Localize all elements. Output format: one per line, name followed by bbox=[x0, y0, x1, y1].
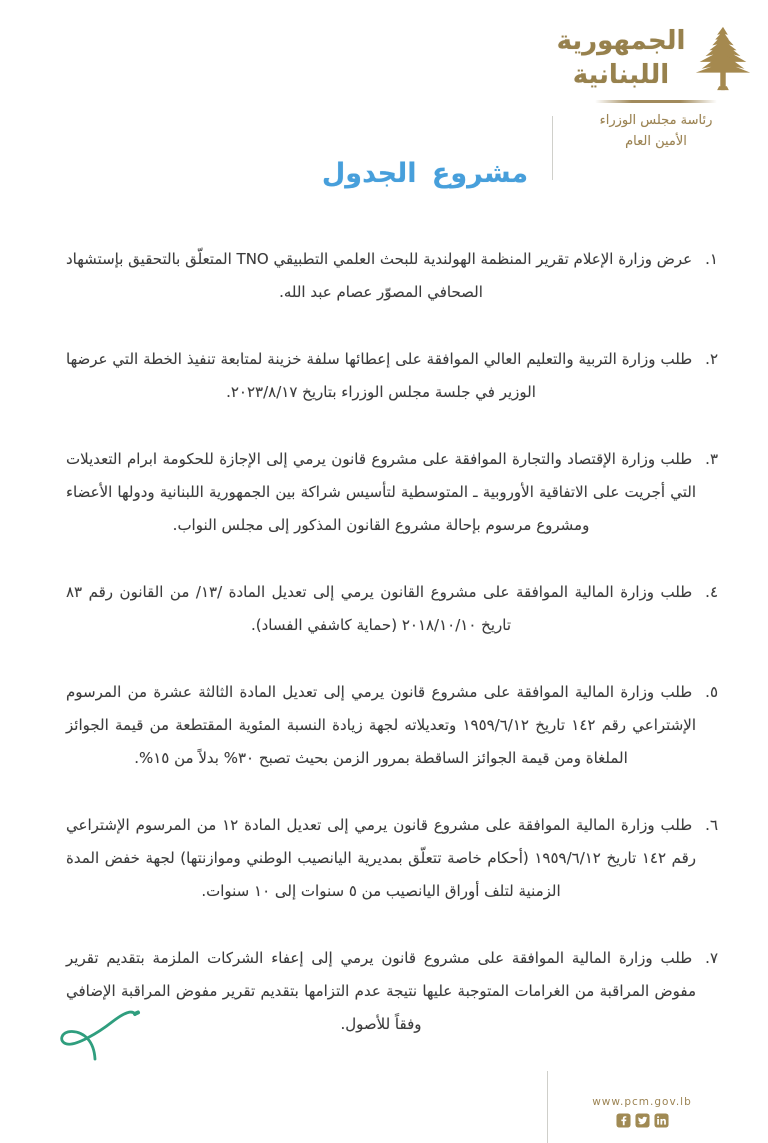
agenda-item-7 bbox=[66, 942, 718, 1041]
republic-line1: الجمهورية bbox=[556, 26, 686, 57]
item-text: طلب وزارة الإقتصاد والتجارة الموافقة على مشروع قانون يرمي إلى الإجازة للحكومة ابرام التعديلات التي أجريت على الاتفاقية الأوروبية ـ المتوسطية لتأسيس شراكة بين الجمهورية اللبنانية ودولها الأعضاء ومشروع مرسوم بإحالة مشروع القانون المذكور إلى مجلس النواب. bbox=[66, 450, 696, 534]
secretary-general-label: الأمين العام bbox=[625, 133, 687, 149]
agenda-item-6 bbox=[66, 809, 718, 908]
agenda-item-4 bbox=[66, 576, 718, 642]
item-text: عرض وزارة الإعلام تقرير المنظمة الهولندية للبحث العلمي التطبيقي TNO المتعلّق بالتحقيق بإستشهاد الصحافي المصوّر عصام عبد الله. bbox=[66, 250, 693, 301]
footer bbox=[560, 1096, 724, 1128]
item-number: ٣. bbox=[705, 450, 718, 468]
government-emblem bbox=[548, 24, 764, 153]
agenda-list bbox=[66, 243, 718, 1075]
council-presidency-label: رئاسة مجلس الوزراء bbox=[599, 113, 713, 128]
republic-calligraphy bbox=[557, 25, 686, 93]
item-text: طلب وزارة التربية والتعليم العالي الموافقة على إعطائها سلفة خزينة لمتابعة تنفيذ الخطة التي عرضها الوزير في جلسة مجلس الوزراء بتاريخ ٢٠٢٣/٨/١٧. bbox=[66, 350, 693, 401]
linkedin-icon bbox=[654, 1113, 669, 1128]
item-number: ٦. bbox=[705, 816, 719, 834]
footer-vertical-divider bbox=[547, 1071, 548, 1143]
cedar-tree-icon bbox=[691, 24, 755, 94]
social-icons bbox=[560, 1113, 724, 1128]
agenda-item-5 bbox=[66, 676, 718, 775]
page-title: مشروع الجدول bbox=[321, 158, 529, 189]
agenda-item-2 bbox=[66, 343, 718, 409]
item-text: طلب وزارة المالية الموافقة على مشروع القانون يرمي إلى تعديل المادة /١٣/ من القانون رقم ٨٣ تاريخ ٢٠١٨/١٠/١٠ (حماية كاشفي الفساد). bbox=[66, 583, 693, 634]
republic-line2: اللبنانية bbox=[572, 60, 670, 90]
emblem-divider-line bbox=[595, 100, 717, 103]
item-number: ٧. bbox=[705, 949, 718, 967]
agenda-item-3 bbox=[66, 443, 718, 542]
item-number: ٤. bbox=[705, 583, 718, 601]
item-number: ٢. bbox=[705, 350, 718, 368]
facebook-icon bbox=[616, 1113, 631, 1128]
twitter-icon bbox=[635, 1113, 650, 1128]
item-text: طلب وزارة المالية الموافقة على مشروع قانون يرمي إلى تعديل المادة الثالثة عشرة من المرسوم الإشتراعي رقم ١٤٢ تاريخ ١٩٥٩/٦/١٢ وتعديلاته لجهة زيادة النسبة المئوية المقتطعة من قيمة الجوائز الملغاة ومن قيمة الجوائز الساقطة بمرور الزمن بحيث تصبح ٣٠% بدلاً من ١٥%. bbox=[66, 683, 696, 767]
website-url: www.pcm.gov.lb bbox=[592, 1096, 692, 1108]
item-number: ٥. bbox=[705, 683, 718, 701]
item-text: طلب وزارة المالية الموافقة على مشروع قانون يرمي إلى إعفاء الشركات الملزمة بتقديم تقرير مفوض المراقبة من الغرامات المتوجبة عليها نتيجة عدم التزامها بتقديم تقرير مفوض المراقبة الإضافي وفقاً للأصول. bbox=[66, 949, 696, 1033]
item-text: طلب وزارة المالية الموافقة على مشروع قانون يرمي إلى تعديل المادة ١٢ من المرسوم الإشتراعي رقم ١٤٢ تاريخ ١٩٥٩/٦/١٢ (أحكام خاصة تتعلّق بمديرية اليانصيب الوطني وموازنتها) لجهة خفض المدة الزمنية لتلف أوراق اليانصيب من ٥ سنوات إلى ١٠ سنوات. bbox=[66, 816, 697, 900]
agenda-item-1 bbox=[66, 243, 718, 309]
item-number: ١. bbox=[705, 250, 718, 268]
signature-mark bbox=[42, 1005, 142, 1067]
